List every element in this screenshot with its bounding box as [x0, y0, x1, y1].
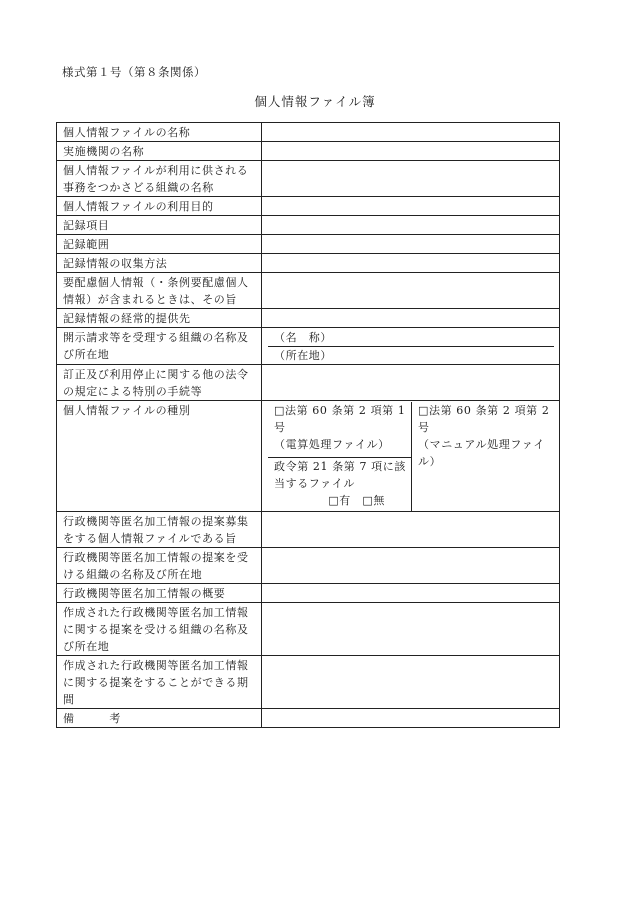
row-label-record-items: 記録項目 — [57, 216, 262, 235]
row-label-special-procedures: 訂正及び利用停止に関する他の法令の規定による特別の手続等 — [57, 365, 262, 401]
value-disclosure-reception — [262, 328, 560, 365]
value-responsible-organization[interactable] — [262, 161, 560, 197]
table-row — [57, 401, 560, 512]
table-row — [57, 123, 560, 142]
value-purpose[interactable] — [262, 197, 560, 216]
table-row — [57, 273, 560, 309]
value-special-procedures[interactable] — [262, 365, 560, 401]
table-row — [57, 235, 560, 254]
table-row — [57, 512, 560, 548]
table-row — [57, 161, 560, 197]
page-title: 個人情報ファイル簿 — [254, 94, 376, 109]
row-label-record-scope: 記録範囲 — [57, 235, 262, 254]
value-agency-name[interactable] — [262, 142, 560, 161]
value-anonymized-proposal-file[interactable] — [262, 512, 560, 548]
reception-name-field[interactable]: （名 称） — [274, 331, 332, 344]
row-label-proposal-period: 作成された行政機関等匿名加工情報に関する提案をすることができる期間 — [57, 656, 262, 709]
table-row — [57, 584, 560, 603]
row-label-remarks: 備 考 — [57, 709, 262, 728]
row-label-anonymized-proposal-file: 行政機関等匿名加工情報の提案募集をする個人情報ファイルである旨 — [57, 512, 262, 548]
row-label-created-proposal-organization: 作成された行政機関等匿名加工情報に関する提案を受ける組織の名称及び所在地 — [57, 603, 262, 656]
value-created-proposal-organization[interactable] — [262, 603, 560, 656]
value-record-scope[interactable] — [262, 235, 560, 254]
file-type-option-computer-desc: （電算処理ファイル） — [274, 438, 390, 451]
file-type-option-manual-desc: （マニュアル処理ファイル） — [418, 438, 545, 468]
table-row — [57, 216, 560, 235]
row-label-purpose: 個人情報ファイルの利用目的 — [57, 197, 262, 216]
row-label-proposal-organization: 行政機関等匿名加工情報の提案を受ける組織の名称及び所在地 — [57, 548, 262, 584]
reception-address-field[interactable]: （所在地） — [268, 346, 554, 364]
value-remarks[interactable] — [262, 709, 560, 728]
table-row — [57, 656, 560, 709]
personal-info-file-register-table — [56, 122, 560, 728]
value-sensitive-info[interactable] — [262, 273, 560, 309]
file-type-option-manual[interactable]: □法第 60 条第 2 項第 2 号 — [418, 404, 550, 434]
table-row — [57, 254, 560, 273]
row-label-agency-name: 実施機関の名称 — [57, 142, 262, 161]
table-row — [57, 709, 560, 728]
form-number: 様式第１号（第８条関係） — [62, 65, 206, 79]
row-label-collection-method: 記録情報の収集方法 — [57, 254, 262, 273]
table-row — [57, 142, 560, 161]
value-regular-recipients[interactable] — [262, 309, 560, 328]
table-row — [57, 365, 560, 401]
row-label-anonymized-summary: 行政機関等匿名加工情報の概要 — [57, 584, 262, 603]
value-proposal-organization[interactable] — [262, 548, 560, 584]
row-label-regular-recipients: 記録情報の経常的提供先 — [57, 309, 262, 328]
table-row — [57, 548, 560, 584]
table-row — [57, 197, 560, 216]
row-label-responsible-organization: 個人情報ファイルが利用に供される事務をつかさどる組織の名称 — [57, 161, 262, 197]
value-anonymized-summary[interactable] — [262, 584, 560, 603]
row-label-disclosure-reception: 開示請求等を受理する組織の名称及び所在地 — [57, 328, 262, 365]
ordinance-note: 政令第 21 条第 7 項に該当するファイル — [274, 460, 406, 490]
value-file-type — [262, 401, 560, 512]
file-type-option-computer[interactable]: □法第 60 条第 2 項第 1 号 — [274, 404, 406, 434]
yes-no-checkboxes[interactable]: □有 □無 — [328, 494, 385, 507]
table-row — [57, 328, 560, 365]
row-label-file-name: 個人情報ファイルの名称 — [57, 123, 262, 142]
value-collection-method[interactable] — [262, 254, 560, 273]
row-label-sensitive-info: 要配慮個人情報（・条例要配慮個人情報）が含まれるときは、その旨 — [57, 273, 262, 309]
table-row — [57, 309, 560, 328]
value-proposal-period[interactable] — [262, 656, 560, 709]
value-record-items[interactable] — [262, 216, 560, 235]
row-label-file-type: 個人情報ファイルの種別 — [57, 401, 262, 512]
value-file-name[interactable] — [262, 123, 560, 142]
table-row — [57, 603, 560, 656]
